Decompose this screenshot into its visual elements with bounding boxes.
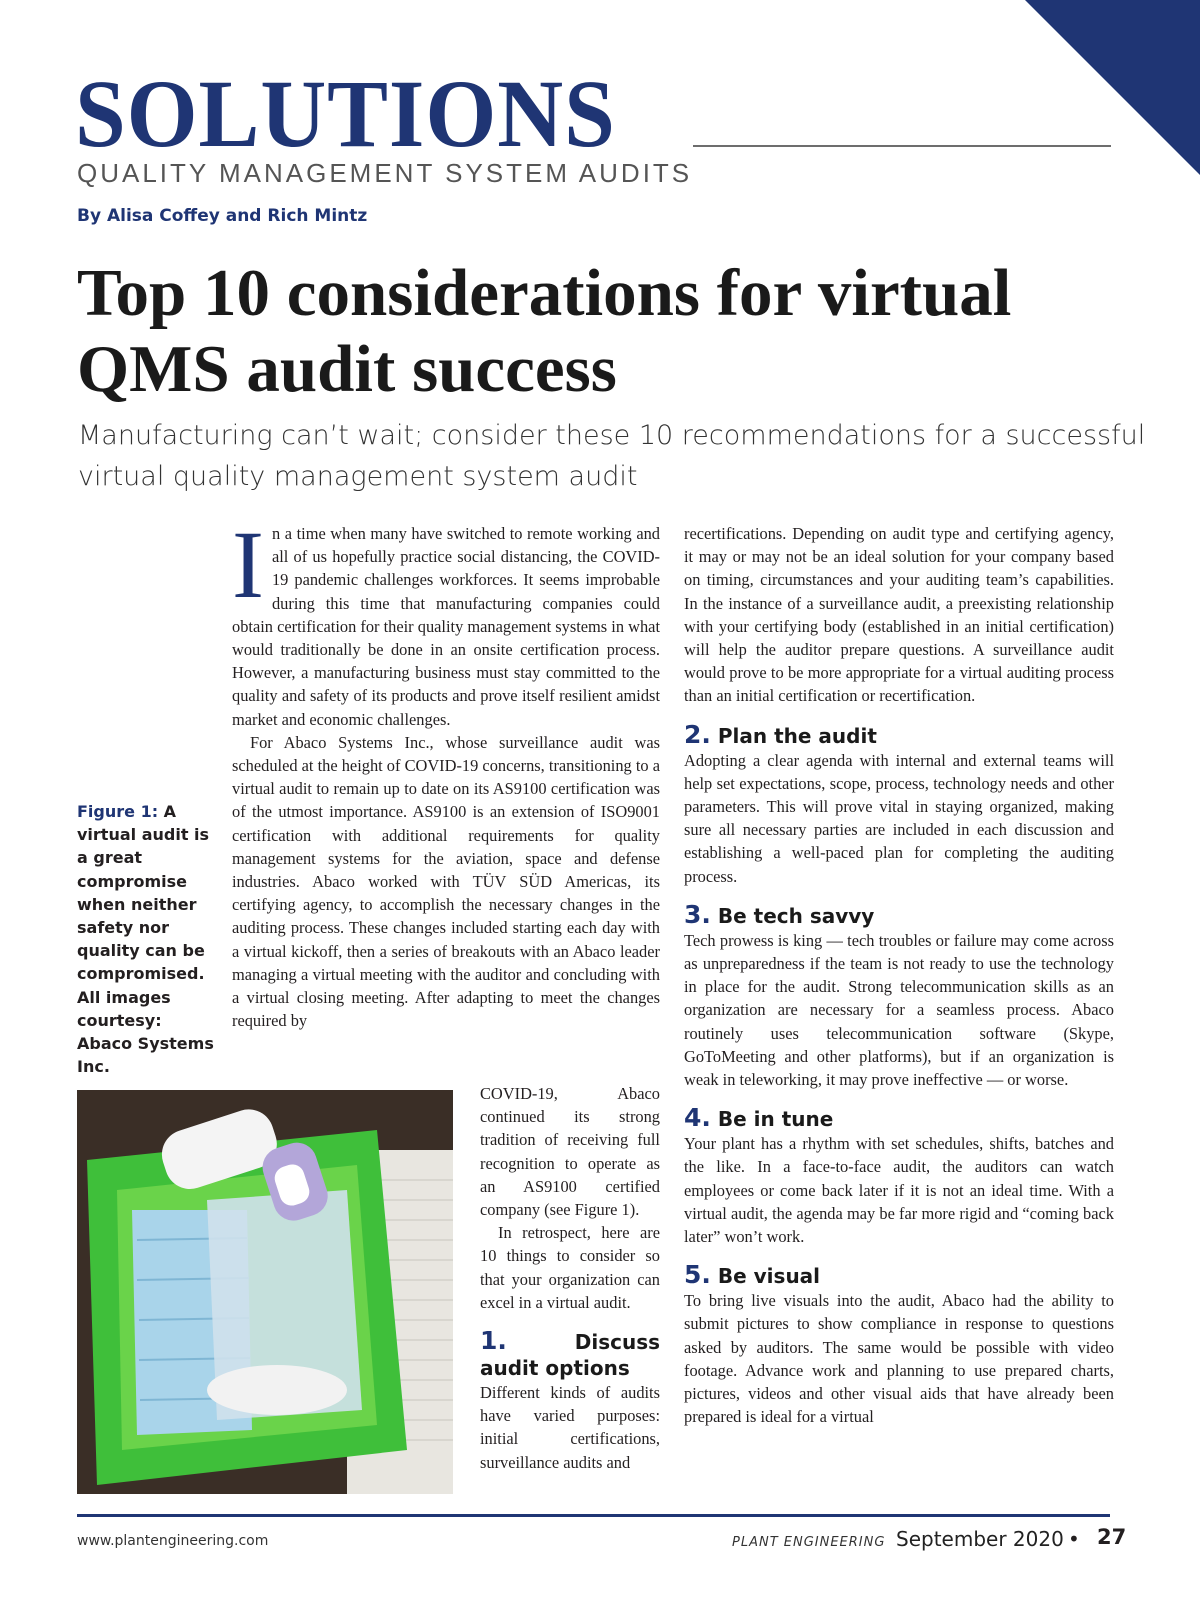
page-number: 27 (1097, 1525, 1127, 1549)
footer-magazine: PLANT ENGINEERING (732, 1535, 886, 1550)
figure-caption-text: A virtual audit is a great compromise when neither safety nor quality can be compromised. All images courtesy: Abaco Systems Inc. (77, 802, 214, 1077)
photo-illustration (77, 1090, 453, 1494)
consideration-1-body: Different kinds of audits have varied purposes: initial certifications, surveillance audits and (480, 1383, 660, 1472)
consideration-5-body: To bring live visuals into the audit, Abaco had the ability to submit pictures to show compliance in response to questions asked by auditors. The same would be possible with video footage. Advance work and planning to use prepared charts, pictures, videos and other visual aids that have already been prepared is ideal for a virtual (684, 1291, 1114, 1427)
consideration-3-heading (684, 899, 1114, 929)
consideration-2-title: Plan the audit (717, 723, 877, 748)
figure-label: Figure 1: (77, 802, 159, 821)
footer-url[interactable]: www.plantengineering.com (77, 1533, 269, 1549)
intro-paragraph (232, 511, 660, 731)
figure-photo (77, 1090, 453, 1494)
byline: By Alisa Coffey and Rich Mintz (77, 206, 368, 226)
article-deck: Manufacturing can’t wait; consider these 10 recommendations for a successful virtual quality management system audit (78, 420, 1146, 492)
consideration-4-body: Your plant has a rhythm with set schedules, shifts, batches and the like. In a face-to-face audit, the auditors can watch employees or come back later if it is not an ideal time. With a virtual audit, the agenda may be far more rigid and “coming back later” won’t work. (684, 1134, 1114, 1247)
section-subtitle: QUALITY MANAGEMENT SYSTEM AUDITS (77, 158, 693, 188)
footer-rule (77, 1514, 1110, 1517)
consideration-4-heading (684, 1105, 1114, 1132)
footer-bullet: • (1068, 1527, 1080, 1551)
consideration-3-number: 3. (684, 899, 711, 929)
recertification-paragraph: recertifications. Depending on audit type and certifying agency, it may or may not be an ideal solution for your company based on timing, circumstances and your auditing team’s capabilities. In the instance of a surveillance audit, a preexisting relationship with your certifying body (established in an initial certification) will help the auditor prepare questions. A surveillance audit would prove to be more appropriate for a virtual auditing process than an initial certification or recertification. (684, 524, 1114, 706)
body-column-2 (684, 522, 1114, 1429)
retrospect-paragraph: In retrospect, here are 10 things to consider so that your organization can excel in a virtual audit. (480, 1223, 660, 1312)
consideration-4-title: Be in tune (717, 1107, 834, 1132)
consideration-3-title: Be tech savvy (717, 903, 875, 928)
consideration-5-number: 5. (684, 1260, 711, 1290)
abaco-paragraph-cont: COVID-19, Abaco continued its strong tradition of receiving full recognition to operate as an AS9100 certified company (see Figure 1). (480, 1084, 660, 1220)
consideration-3-body: Tech prowess is king — tech troubles or failure may come across as unpreparedness if the team is not ready to use the technology in place for the audit. Strong telecommunication skills as an organization are necessary for a seamless process. Abaco routinely uses telecommunication software (Skype, GoToMeeting and other platforms), but if an organization is weak in teleworking, it may prove ineffective — or worse. (684, 930, 1114, 1090)
footer-date: September 2020 (896, 1527, 1064, 1551)
body-column-1b (480, 1082, 660, 1474)
consideration-2-body: Adopting a clear agenda with internal and external teams will help set expectations, scope, process, technology needs and other parameters. This will prove vital in staying organized, making sure all necessary parties are included in each discussion and establishing a well-paced plan for completing the auditing process. (684, 750, 1114, 886)
drop-cap: I (232, 511, 264, 618)
consideration-1-number: 1. (480, 1326, 507, 1356)
section-rule (693, 145, 1111, 147)
consideration-2-number: 2. (684, 719, 711, 749)
body-column-1 (232, 511, 660, 1032)
intro-text: n a time when many have switched to remote working and all of us hopefully practice social distancing, the COVID-19 pandemic challenges workforces. It seems improbable during this time that manufacturing companies could obtain certification for their quality management systems in what would traditionally be done in an onsite certification process. However, a manufacturing business must stay committed to the quality and safety of its products and prove itself resilient amidst market and economic challenges. (232, 524, 660, 729)
consideration-2-heading (684, 719, 1114, 749)
consideration-1-heading (480, 1328, 660, 1381)
corner-accent (1025, 0, 1200, 175)
figure-caption (77, 800, 217, 1078)
consideration-5-heading (684, 1262, 1114, 1289)
consideration-5-title: Be visual (717, 1264, 821, 1289)
article-headline: Top 10 considerations for virtual QMS audit success (77, 256, 1012, 406)
consideration-1-title: Discuss audit options (480, 1330, 660, 1381)
abaco-paragraph: For Abaco Systems Inc., whose surveillance audit was scheduled at the height of COVID-19 concerns, transitioning to a virtual audit to remain up to date on its AS9100 certification was of the utmost importance. AS9100 is an extension of ISO9001 certification with additional requirements for quality management systems for the aviation, space and defense industries. Abaco worked with TÜV SÜD Americas, its certifying agency, to accomplish the necessary changes in the auditing process. These changes included starting each day with a virtual kickoff, then a series of breakouts with an Abaco leader managing a virtual meeting with the auditor and concluding with a virtual closing meeting. After adapting to meet the changes required by (232, 732, 660, 1031)
section-title: SOLUTIONS (75, 60, 616, 167)
consideration-4-number: 4. (684, 1103, 711, 1133)
